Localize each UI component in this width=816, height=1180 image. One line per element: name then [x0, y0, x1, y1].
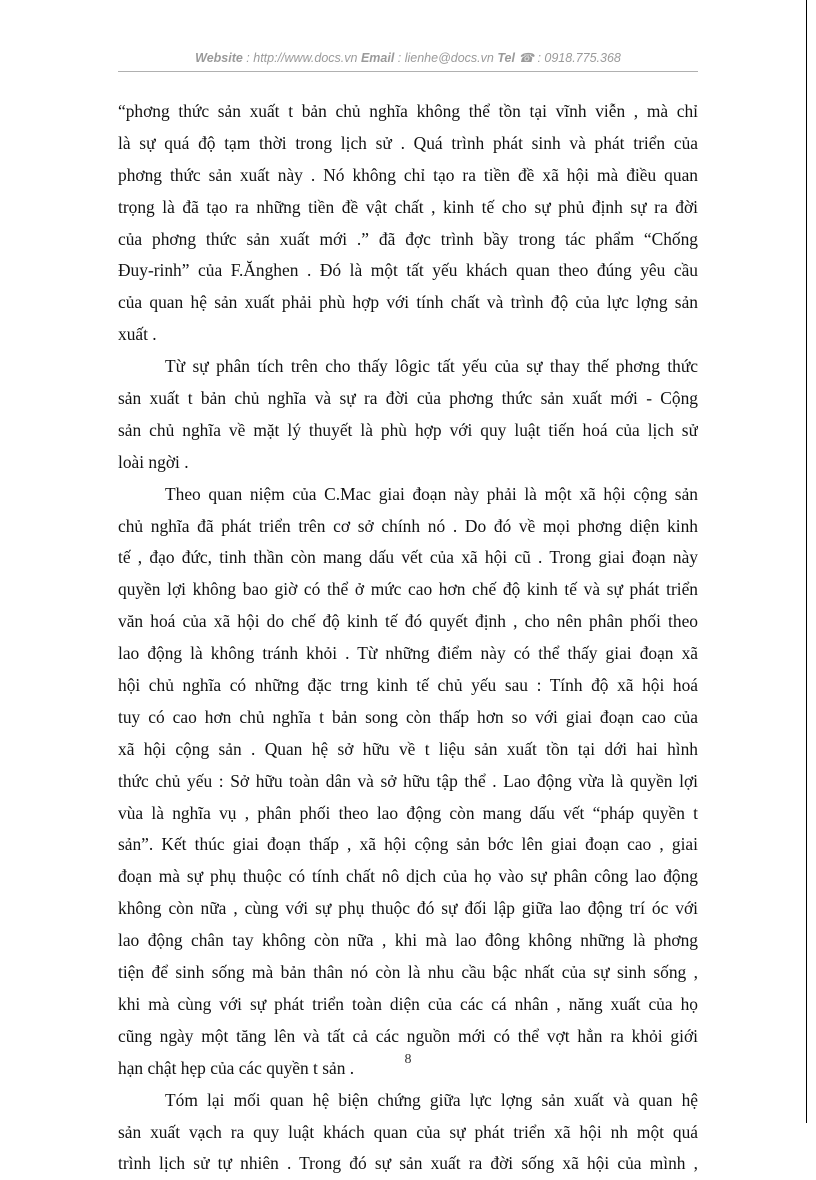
text-line: Theo quan niệm của C.Mac giai đoạn này phải là một xã hội cộng sản	[165, 483, 698, 504]
website-label: Website	[195, 51, 243, 65]
paragraph-1	[118, 96, 698, 351]
page-number: 8	[404, 1052, 412, 1067]
text-line: xã hội cộng sản . Quan hệ sở hữu về t liệu sản xuất tồn tại dới hai hình	[118, 738, 698, 759]
text-line: Từ sự phân tích trên cho thấy lôgic tất yếu của sự thay thế phơng thức	[165, 356, 698, 377]
tel-value: ☎ : 0918.775.368	[514, 51, 621, 65]
text-line: xuất .	[118, 324, 157, 345]
text-line: văn hoá của xã hội do chế độ kinh tế đó quyết định , cho nên phân phối theo	[118, 611, 698, 632]
text-line: lao động chân tay không còn nữa , khi mà lao đông không những là phơng	[118, 930, 698, 951]
website-value: : http://www.docs.vn	[242, 51, 361, 65]
text-line: của quan hệ sản xuất phải phù hợp với tính chất và trình độ của lực lợng sản	[118, 292, 698, 313]
text-line: sản chủ nghĩa về mặt lý thuyết là phù hợp với quy luật tiến hoá của lịch sử	[118, 419, 698, 440]
text-line: không còn nữa , cùng với sự phụ thuộc đó sự đối lập giữa lao động trí óc với	[118, 898, 698, 919]
text-line: trình lịch sử tự nhiên . Trong đó sự sản xuất ra đời sống xã hội của mình ,	[118, 1153, 698, 1174]
text-line: phơng thức sản xuất này . Nó không chỉ tạo ra tiền đề xã hội mà điều quan	[118, 164, 698, 185]
text-line: lao động là không tránh khỏi . Từ những điểm này có thể thấy giai đoạn xã	[118, 643, 698, 664]
text-line: Tóm lại mối quan hệ biện chứng giữa lực lợng sản xuất và quan hệ	[165, 1089, 698, 1110]
email-value: : lienhe@docs.vn	[394, 51, 498, 65]
header-divider	[118, 71, 698, 72]
text-line: là sự quá độ tạm thời trong lịch sử . Quá trình phát sinh và phát triển của	[118, 132, 698, 153]
text-line: quyền lợi không bao giờ có thể ở mức cao hơn chế độ kinh tế và sự phát triển	[118, 579, 698, 600]
text-line: hội chủ nghĩa có những đặc trng kinh tế chủ yếu sau : Tính độ xã hội hoá	[118, 675, 698, 696]
text-line: tuy có cao hơn chủ nghĩa t bản song còn thấp hơn so với giai đoạn cao của	[118, 706, 698, 727]
paragraph-4	[118, 1085, 698, 1180]
text-line: tiện để sinh sống mà bản thân nó còn là nhu cầu bậc nhất của sự sinh sống ,	[118, 962, 698, 983]
text-line: chủ nghĩa đã phát triển trên cơ sở chính nó . Do đó về mọi phơng diện kinh	[118, 515, 698, 536]
text-line: sản”. Kết thúc giai đoạn thấp , xã hội cộng sản bớc lên giai đoạn cao , giai	[118, 834, 698, 855]
page-header	[0, 50, 816, 65]
text-line: Đuy-rinh” của F.Ănghen . Đó là một tất yếu khách quan theo đúng yêu cầu	[118, 260, 698, 281]
page-edge-line	[806, 0, 807, 1123]
paragraph-2	[118, 351, 698, 479]
text-line: trọng là đã tạo ra những tiền đề vật chất , kinh tế cho sự phủ định sự ra đời	[118, 196, 698, 217]
text-line: của phơng thức sản xuất mới .” đã đợc trình bầy trong tác phẩm “Chống	[118, 228, 698, 249]
text-line: sản xuất t bản chủ nghĩa và sự ra đời của phơng thức sản xuất mới - Cộng	[118, 388, 698, 409]
text-line: hạn chật hẹp của các quyền t sản .	[118, 1057, 355, 1078]
document-body	[118, 96, 698, 1180]
text-line: đoạn mà sự phụ thuộc có tính chất nô dịch của họ vào sự phân công lao động	[118, 866, 698, 887]
email-label: Email	[360, 51, 395, 65]
text-line: “phơng thức sản xuất t bản chủ nghĩa không thể tồn tại vĩnh viễn , mà chỉ	[118, 101, 698, 121]
text-line: vùa là nghĩa vụ , phân phối theo lao động còn mang dấu vết “pháp quyền t	[118, 802, 698, 823]
text-line: cũng ngày một tăng lên và tất cả các nguồn mới có thể vợt hẳn ra khỏi giới	[118, 1025, 698, 1046]
paragraph-3	[118, 479, 698, 1085]
text-line: thức chủ yếu : Sở hữu toàn dân và sở hữu tập thể . Lao động vừa là quyền lợi	[118, 770, 698, 791]
text-line: sản xuất vạch ra quy luật khách quan của sự phát triển xã hội nh một quá	[118, 1121, 698, 1142]
tel-label: Tel	[497, 51, 515, 65]
text-line: khi mà cùng với sự phát triển toàn diện của các cá nhân , năng xuất của họ	[118, 993, 698, 1014]
text-line: tế , đạo đức, tinh thần còn mang dấu vết của xã hội cũ . Trong giai đoạn này	[118, 547, 698, 568]
text-line: loài ngời .	[118, 451, 189, 472]
